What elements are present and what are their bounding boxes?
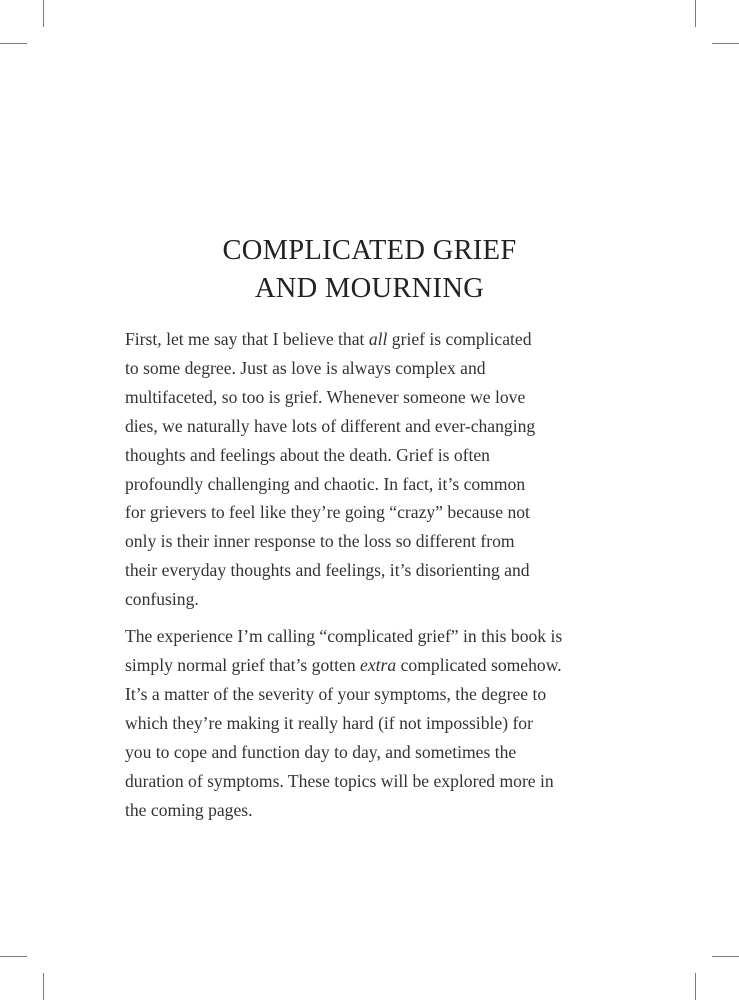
text-line: The experience I’m calling “complicated grief” in this book is <box>125 626 563 647</box>
chapter-title <box>0 232 739 308</box>
crop-mark-top-right-horizontal <box>712 43 739 44</box>
text-line: only is their inner response to the loss so different from <box>125 531 515 552</box>
crop-mark-bottom-right-horizontal <box>712 956 739 957</box>
text-line: multifaceted, so too is grief. Whenever someone we love <box>125 386 526 407</box>
text-line: thoughts and feelings about the death. Grief is often <box>125 444 490 465</box>
text-line: to some degree. Just as love is always complex and <box>125 357 486 378</box>
text-run: simply normal grief that’s gotten <box>125 654 361 675</box>
text-run: grief is complicated <box>387 329 532 349</box>
crop-mark-top-left-horizontal <box>0 43 27 44</box>
text-line: It’s a matter of the severity of your symptoms, the degree to <box>125 683 547 704</box>
text-line: profoundly challenging and chaotic. In fact, it’s common <box>125 473 526 494</box>
text-line <box>125 651 625 680</box>
title-line: COMPLICATED GRIEF <box>222 235 517 266</box>
text-line: the coming pages. <box>125 799 253 820</box>
text-line: dies, we naturally have lots of different and ever-changing <box>125 415 536 436</box>
text-line: you to cope and function day to day, and sometimes the <box>125 741 517 762</box>
crop-mark-top-right-vertical <box>695 0 696 27</box>
text-line: which they’re making it really hard (if not impossible) for <box>125 712 533 733</box>
crop-mark-bottom-right-vertical <box>695 973 696 1000</box>
paragraph-2 <box>125 622 625 824</box>
text-run: First, let me say that I believe that <box>125 329 369 349</box>
crop-mark-bottom-left-vertical <box>43 973 44 1000</box>
text-run: complicated somehow. <box>396 654 562 675</box>
body-text <box>125 325 625 832</box>
text-line <box>125 325 625 354</box>
text-line: duration of symptoms. These topics will be explored more in <box>125 770 554 791</box>
text-line: confusing. <box>125 589 199 610</box>
crop-mark-bottom-left-horizontal <box>0 956 27 957</box>
text-line: for grievers to feel like they’re going “crazy” because not <box>125 502 530 523</box>
title-line: AND MOURNING <box>254 273 485 304</box>
crop-mark-top-left-vertical <box>43 0 44 27</box>
paragraph-1 <box>125 325 625 614</box>
emphasis: extra <box>360 654 397 675</box>
text-line: their everyday thoughts and feelings, it’s disorienting and <box>125 560 530 581</box>
emphasis: all <box>368 329 388 349</box>
